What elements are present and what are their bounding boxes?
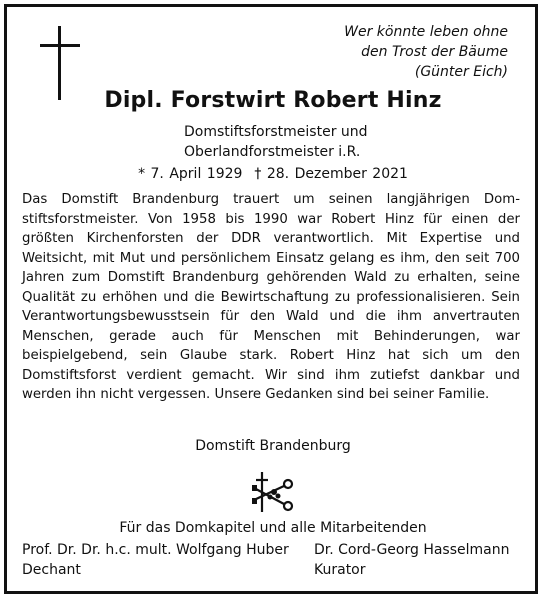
- organization-name: Domstift Brandenburg: [195, 438, 351, 454]
- title-line: Oberlandforstmeister i.R.: [184, 144, 361, 160]
- quote-author: (Günter Eich): [414, 64, 508, 80]
- quote-line: Wer könnte leben ohne: [344, 24, 508, 40]
- obituary-text: [22, 190, 520, 405]
- epigraph-quote: [308, 22, 508, 82]
- crossed-keys-emblem-icon: [248, 470, 296, 518]
- death-date: † 28. Dezember 2021: [254, 166, 408, 182]
- quote-line: den Trost der Bäume: [361, 44, 508, 60]
- signatory-role: Kurator: [314, 562, 366, 578]
- signatory-name: Dr. Cord-Georg Hasselmann: [314, 542, 510, 558]
- signoff-line: Für das Domkapitel und alle Mitarbeitenden: [119, 520, 427, 536]
- signatory-name: Prof. Dr. Dr. h.c. mult. Wolfgang Huber: [22, 542, 289, 558]
- deceased-titles: [184, 122, 368, 162]
- obituary-paragraph: Das Domstift Brandenburg trauert um seinen langjährigen Domstiftsforstmeister. Von 1958 bis 1990 war Robert Hinz für einen der größten Kirchenforsten der DDR verantwortlich. Mit Expertise und Weitsicht, mit Mut und persönlichem Einsatz gelang es ihm, den seit 700 Jahren zum Domstift Brandenburg gehörenden Wald zu erhalten, seine Qualität zu erhöhen und die Bewirtschaftung zu professionalisieren. Sein Verantwortungsbewusstsein für den Wald und die ihm anvertrauten Menschen, gerade auch für Menschen mit Behinderungen, war beispielgebend, sein Glaube stark. Robert Hinz hat sich um den Domstiftsforst verdient gemacht. Wir sind ihm zutiefst dankbar und werden ihn nicht vergessen. Unsere Gedanken sind bei seiner Familie.: [22, 192, 520, 402]
- signatory-1: [22, 540, 289, 580]
- signatory-role: Dechant: [22, 562, 81, 578]
- birth-date: * 7. April 1929: [138, 166, 243, 182]
- life-dates: [0, 166, 546, 182]
- title-line: Domstiftsforstmeister und: [184, 124, 368, 140]
- deceased-name: Dipl. Forstwirt Robert Hinz: [104, 88, 442, 113]
- signatory-2: [314, 540, 510, 580]
